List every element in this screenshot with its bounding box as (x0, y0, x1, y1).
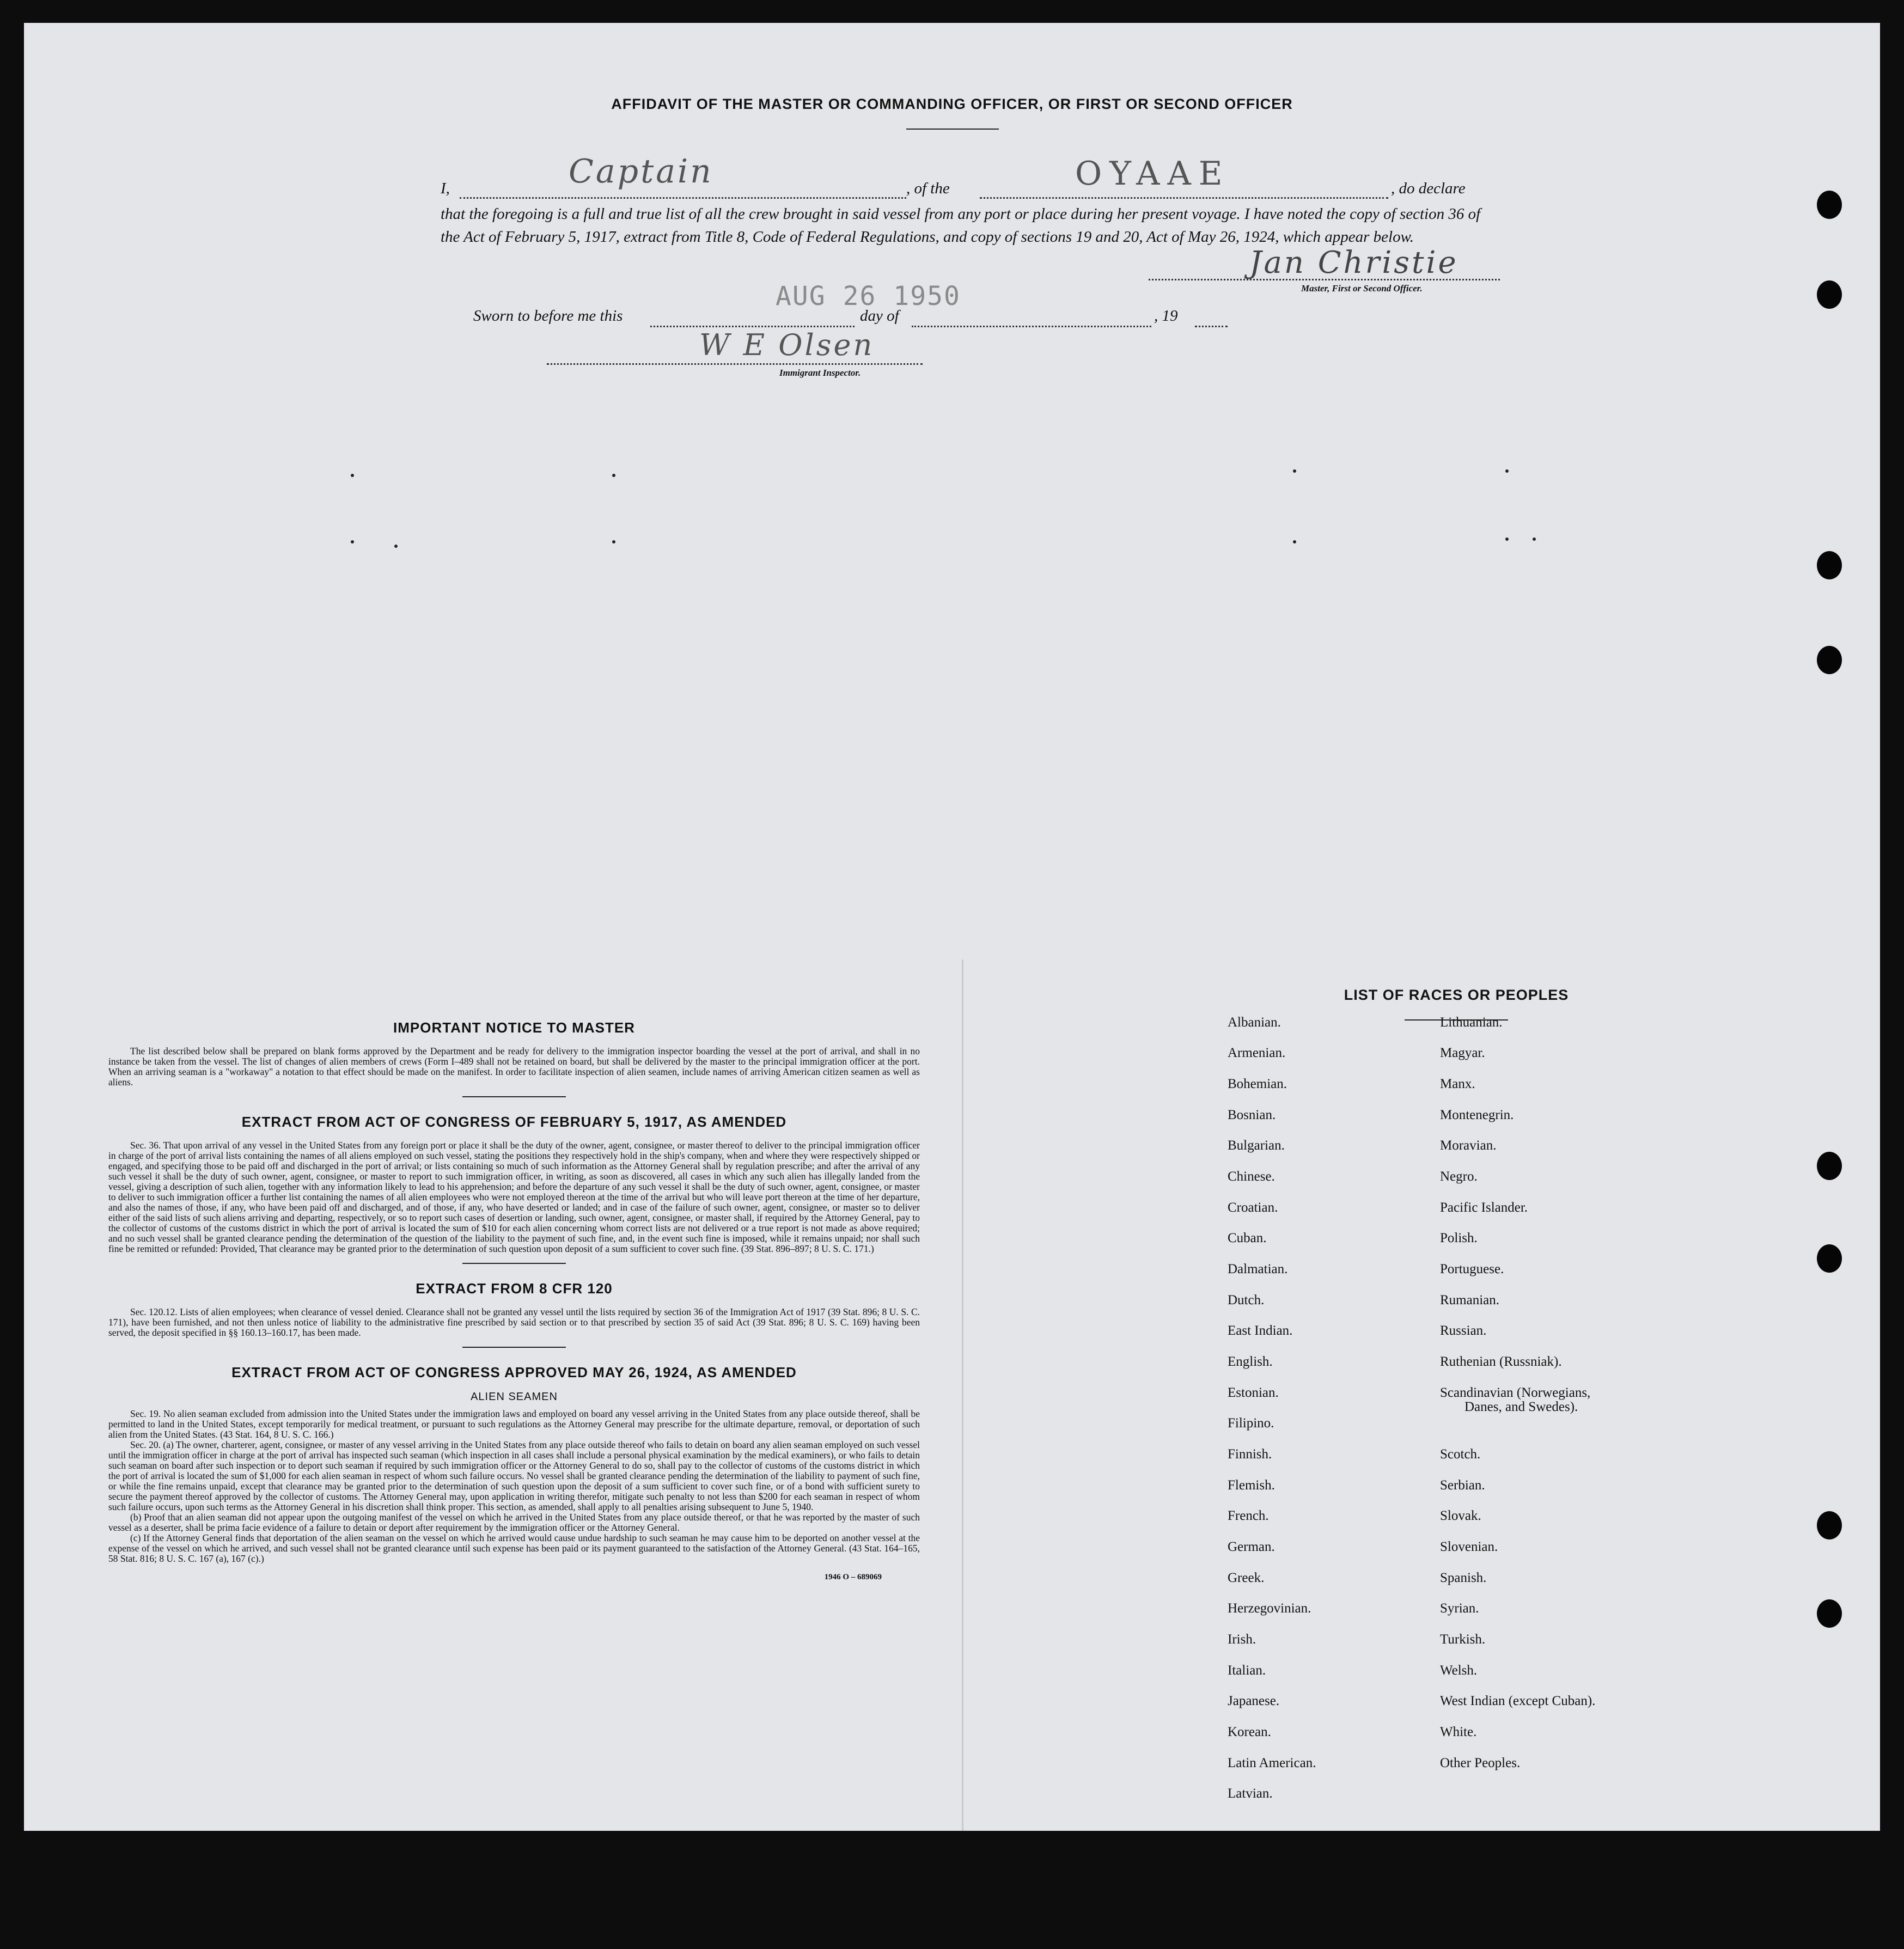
race-item: Moravian. (1440, 1138, 1497, 1153)
extract3-sec20b: (b) Proof that an alien seaman did not appear upon the outgoing manifest of the vessel on which he arrived in the United States from any place outside thereof, or that he was reported by the master of such vessel as a deserter, shall be prima facie evidence of a failure to detain or deport after requirement by the immigration officer or the Attorney General. (108, 1512, 920, 1533)
race-item: Scandinavian (Norwegians, (1440, 1385, 1591, 1400)
race-item: Syrian. (1440, 1601, 1479, 1616)
race-item: Herzegovinian. (1228, 1601, 1311, 1616)
sworn-month-line (912, 326, 1151, 327)
speck (1505, 469, 1509, 473)
sworn-label: Sworn to before me this (473, 307, 623, 325)
race-item: Filipino. (1228, 1416, 1274, 1431)
race-item: East Indian. (1228, 1323, 1293, 1338)
punch-hole (1817, 191, 1842, 219)
name-line (460, 197, 906, 199)
speck (612, 474, 615, 477)
notice-text: The list described below shall be prepared on blank forms approved by the Department and be ready for delivery to the immigration inspector boarding the vessel at the port of arrival, and shall in no instance be taken from the vessel. The list of changes of alien members of crews (Form I–489 shall not be retained on board, but shall be delivered by the master to the principal immigration officer at the port. When an arriving seaman is a "workaway" a notation to that effect should be made on the manifest. In order to facilitate inspection of alien seamen, include names of arriving American citizen seamen as well as aliens. (108, 1046, 920, 1087)
speck (351, 474, 354, 477)
extract3-sec19: Sec. 19. No alien seaman excluded from admission into the United States under the immigration laws and employed on board any vessel arriving in the United States from any place outside thereof, shall be permitted to land in the United States, except temporarily for medical treatment, or pursuant to such regulations as the Attorney General may prescribe for the ultimate departure, removal, or deportation of such alien from the United States. (43 Stat. 164, 8 U. S. C. 166.) (108, 1408, 920, 1440)
year-label: , 19 (1154, 307, 1178, 325)
race-item: Chinese. (1228, 1169, 1275, 1184)
race-item: French. (1228, 1508, 1269, 1523)
race-item: Japanese. (1228, 1694, 1280, 1708)
race-item: Russian. (1440, 1323, 1487, 1338)
name-handwritten: Captain (569, 152, 713, 191)
affidavit-title: AFFIDAVIT OF THE MASTER OR COMMANDING OFFICER, OR FIRST OR SECOND OFFICER (611, 96, 1293, 112)
race-item: Welsh. (1440, 1663, 1478, 1678)
race-item: Dalmatian. (1228, 1262, 1288, 1276)
race-item: Pacific Islander. (1440, 1200, 1528, 1215)
race-item: Cuban. (1228, 1231, 1267, 1245)
race-item: Slovak. (1440, 1508, 1481, 1523)
race-item: Magyar. (1440, 1046, 1485, 1060)
race-item: Italian. (1228, 1663, 1266, 1678)
section-divider (462, 1263, 566, 1264)
race-item: Irish. (1228, 1632, 1256, 1647)
race-item: Latin American. (1228, 1756, 1316, 1770)
race-item: Lithuanian. (1440, 1015, 1503, 1030)
race-item: Scotch. (1440, 1447, 1481, 1462)
race-item: Bosnian. (1228, 1108, 1276, 1122)
extract2-text: Sec. 120.12. Lists of alien employees; when clearance of vessel denied. Clearance shall not be granted any vessel until the lists required by section 36 of the Immigration Act of 1917 (39 Stat. 896; 8 U. S. C. 171), have been furnished, and not then unless notice of liability to the administrative fine prescribed by said section or to that prescribed by section 35 of said Act (39 Stat. 896; 8 U. S. C. 169) having been served, the deposit specified in §§ 160.13–160.17, has been made. (108, 1306, 920, 1338)
race-item: West Indian (except Cuban). (1440, 1694, 1596, 1708)
speck (1293, 469, 1296, 473)
vessel-line (980, 197, 1388, 199)
race-item: Ruthenian (Russniak). (1440, 1354, 1562, 1369)
vessel-handwritten: OYAAE (1075, 155, 1230, 193)
race-item: Flemish. (1228, 1478, 1275, 1493)
of-the-label: , of the (906, 180, 950, 197)
race-item: Danes, and Swedes). (1464, 1400, 1578, 1414)
race-item: Albanian. (1228, 1015, 1281, 1030)
race-item: Negro. (1440, 1169, 1478, 1184)
extract2-title: EXTRACT FROM 8 CFR 120 (416, 1280, 613, 1297)
speck (351, 540, 354, 543)
race-item: Serbian. (1440, 1478, 1485, 1493)
master-label: Master, First or Second Officer. (1301, 283, 1423, 294)
master-signature: Jan Christie (1249, 245, 1458, 280)
race-item: Bulgarian. (1228, 1138, 1285, 1153)
page-fold (962, 960, 963, 1831)
extract3-sec20a: Sec. 20. (a) The owner, charterer, agent, consignee, or master of any vessel arriving in the United States from any place outside thereof who fails to detain on board any alien seaman employed on such vessel until the immigration officer in charge at the port of arrival has inspected such seaman (which inspection in all cases shall include a personal physical examination by the medical examiners), or who fails to detain such seaman on board after such inspection or to deport such seaman if required by such immigration officer or the Attorney General to do so, shall pay to the collector of customs of the customs district in which the port of arrival is located the sum of $1,000 for each alien seaman in respect of whom such failure occurs. No vessel shall be granted clearance pending the determination of the liability to payment of such fine, or while the fine remains unpaid, except that clearance may be granted prior to the determination of such question upon the deposit of a sum sufficient to cover such fine, or of a bond with sufficient surety to secure the payment thereof approved by the collector of customs. The Attorney General may, upon application in writing therefor, mitigate such penalty to not less than $200 for each seaman in respect of whom such failure occurs, upon such terms as the Attorney General in his discretion shall think proper. This section, as amended, shall apply to all penalties arising subsequent to June 5, 1940. (108, 1439, 920, 1512)
speck (1505, 537, 1509, 541)
race-item: Portuguese. (1440, 1262, 1504, 1276)
race-item: Other Peoples. (1440, 1756, 1521, 1770)
race-item: Slovenian. (1440, 1539, 1498, 1554)
punch-hole (1817, 646, 1842, 674)
race-item: Spanish. (1440, 1571, 1487, 1585)
punch-hole (1817, 1152, 1842, 1180)
punch-hole (1817, 1244, 1842, 1273)
do-declare-label: , do declare (1391, 180, 1466, 197)
inspector-line (547, 363, 923, 365)
inspector-signature: W E Olsen (699, 328, 875, 362)
extract1-text: Sec. 36. That upon arrival of any vessel in the United States from any foreign port or place it shall be the duty of the owner, agent, consignee, or master thereof to deliver to the principal immigration officer in charge of the port of arrival lists containing the names of all aliens employed on such vessel, stating the positions they respectively hold in the ship's company, when and where they were respectively shipped or engaged, and specifying those to be paid off and discharged in the port of arrival; or lists containing so much of such information as the Attorney General shall by regulation prescribe; and after the arrival of any such vessel it shall be the duty of such owner, agent, consignee, or master to report to such immigration officer, in writing, as soon as discovered, all cases in which any such alien has illegally landed from the vessel, giving a description of such alien, together with any information likely to lead to his apprehension; and before the departure of any such vessel it shall be the duty of such owner, agent, consignee, or master to deliver to such immigration officer a further list containing the names of all alien employees who were not employed thereon at the time of the arrival but who will leave port thereon at the time of her departure, and also the names of those, if any, who have been paid off and discharged, and of those, if any, who have deserted or landed; and in case of the failure of such owner, agent, consignee, or master so to deliver either of the said lists of such aliens arriving and departing, respectively, or so to report such cases of desertion or landing, such owner, agent, consignee, or master shall, if required by the Attorney General, pay to the collector of customs of the customs district in which the port of arrival is located the sum of $10 for each alien concerning whom correct lists are not delivered or a true report is not made as above required; and no such vessel shall be granted clearance pending the determination of the question of the liability to the payment of such fine, and, in the event such fine is imposed, while it remains unpaid; nor shall such fine be remitted or refunded: Provided, That clearance may be granted prior to the determination of such question upon deposit of a sum sufficient to cover such fine. (39 Stat. 896–897; 8 U. S. C. 171.) (108, 1140, 920, 1254)
speck (1293, 540, 1296, 543)
race-item: Croatian. (1228, 1200, 1278, 1215)
race-item: White. (1440, 1725, 1477, 1739)
i-label: I, (441, 180, 450, 197)
race-item: Rumanian. (1440, 1293, 1500, 1308)
race-item: Finnish. (1228, 1447, 1272, 1462)
race-item: German. (1228, 1539, 1275, 1554)
sworn-day-line (650, 326, 855, 327)
section-divider (462, 1096, 566, 1097)
punch-hole (1817, 280, 1842, 309)
race-item: Estonian. (1228, 1385, 1279, 1400)
title-rule (906, 129, 999, 130)
master-signature-line (1149, 279, 1500, 280)
races-title: LIST OF RACES OR PEOPLES (1344, 987, 1569, 1003)
extract3-sec20c: (c) If the Attorney General finds that deportation of the alien seaman on the vessel on which he arrived would cause undue hardship to such seaman he may cause him to be deported on another vessel at the expense of the vessel on which he arrived, and such vessel shall not be granted clearance until such expense has been paid or its payment guaranteed to the satisfaction of the Attorney General. (43 Stat. 164–165, 58 Stat. 816; 8 U. S. C. 167 (a), 167 (c).) (108, 1532, 920, 1564)
race-item: Armenian. (1228, 1046, 1286, 1060)
affidavit-body: that the foregoing is a full and true list of all the crew brought in said vessel from any port or place during her present voyage. I have noted the copy of section 36 of the Act of February 5, 1917, extract from Title 8, Code of Federal Regulations, and copy of sections 19 and 20, Act of May 26, 1924, which appear below. (441, 205, 1481, 246)
race-item: Turkish. (1440, 1632, 1486, 1647)
sworn-year-line (1195, 326, 1228, 327)
form-sheet (24, 23, 1880, 1831)
extract3-title: EXTRACT FROM ACT OF CONGRESS APPROVED MAY 26, 1924, AS AMENDED (231, 1364, 797, 1380)
punch-hole (1817, 551, 1842, 579)
punch-hole (1817, 1511, 1842, 1539)
extract1-title: EXTRACT FROM ACT OF CONGRESS OF FEBRUARY 5, 1917, AS AMENDED (241, 1114, 787, 1130)
race-item: English. (1228, 1354, 1273, 1369)
race-item: Montenegrin. (1440, 1108, 1514, 1122)
race-item: Manx. (1440, 1077, 1475, 1091)
race-item: Latvian. (1228, 1786, 1273, 1801)
date-stamp: AUG 26 1950 (776, 281, 961, 311)
race-item: Greek. (1228, 1571, 1265, 1585)
notice-column (108, 1019, 920, 1582)
day-of-label: day of (860, 307, 899, 325)
extract3-subtitle: ALIEN SEAMEN (471, 1391, 558, 1403)
speck (612, 540, 615, 543)
race-item: Polish. (1440, 1231, 1478, 1245)
race-item: Dutch. (1228, 1293, 1265, 1308)
speck (1533, 537, 1536, 541)
section-divider (462, 1347, 566, 1348)
race-item: Korean. (1228, 1725, 1271, 1739)
gpo-number: 1946 O – 689069 (824, 1573, 882, 1581)
punch-hole (1817, 1599, 1842, 1628)
speck (394, 545, 398, 548)
race-item: Bohemian. (1228, 1077, 1287, 1091)
inspector-label: Immigrant Inspector. (779, 368, 861, 378)
notice-title: IMPORTANT NOTICE TO MASTER (393, 1019, 635, 1036)
